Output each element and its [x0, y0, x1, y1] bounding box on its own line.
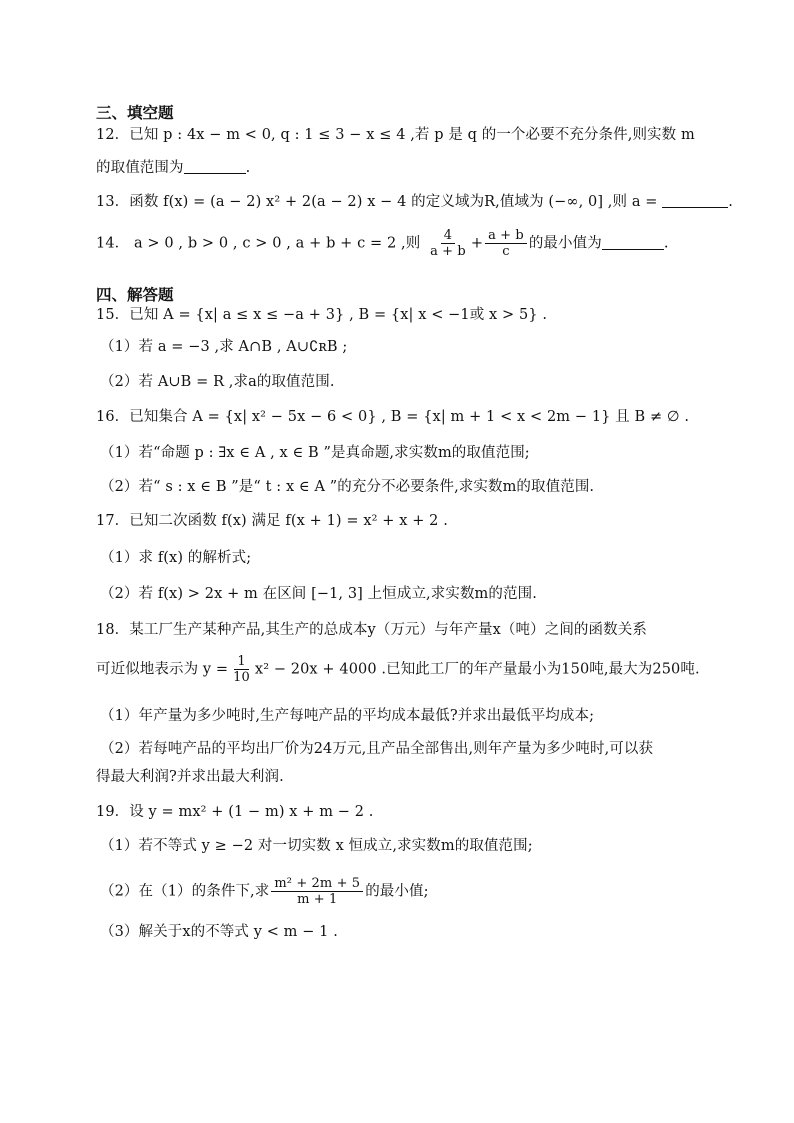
- answer-blank: [602, 235, 664, 250]
- q18-line2-post: x² − 20x + 4000 .已知此工厂的年产量最小为150吨,最大为250吨.: [254, 661, 700, 678]
- q15-part2: （2）若 A∪B = R ,求a的取值范围.: [100, 374, 335, 390]
- q16-text: 16．已知集合 A = {x| x² − 5x − 6 < 0} , B = {x| m + 1 < x < 2m − 1} 且 B ≠ ∅ .: [96, 409, 690, 425]
- q18-part1: （1）年产量为多少吨时,生产每吨产品的平均成本最低?并求出最低平均成本;: [100, 708, 595, 724]
- q14: [96, 228, 669, 259]
- fraction: [230, 654, 253, 685]
- period: .: [728, 194, 733, 210]
- fraction: [271, 876, 363, 907]
- q18-line2: [96, 654, 700, 685]
- q16-part1: （1）若“命题 p : ∃x ∈ A , x ∈ B ”是真命题,求实数m的取值范围;: [100, 445, 530, 461]
- numerator: 4: [441, 228, 455, 244]
- q18-line2-pre: 可近似地表示为 y =: [96, 661, 229, 678]
- q18-line1: 18．某工厂生产某种产品,其生产的总成本y（万元）与年产量x（吨）之间的函数关系: [96, 622, 647, 638]
- answer-blank: [184, 159, 246, 174]
- q14-post: 的最小值为: [528, 235, 602, 252]
- denominator: c: [502, 244, 510, 259]
- q17-part1: （1）求 f(x) 的解析式;: [100, 550, 252, 566]
- q13-text: 13．函数 f(x) = (a − 2) x² + 2(a − 2) x − 4 的定义域为R,值域为 (−∞, 0] ,则 a =: [96, 194, 658, 210]
- numerator: 1: [234, 654, 248, 670]
- q19-part2-pre: （2）在（1）的条件下,求: [100, 883, 270, 900]
- q19-part2-post: 的最小值;: [365, 883, 429, 900]
- q15-text: 15．已知 A = {x| a ≤ x ≤ −a + 3} , B = {x| x < −1或 x > 5} .: [96, 307, 548, 323]
- section-title-fill-blank: 三、填空题: [96, 104, 174, 122]
- q15-part1: （1）若 a = −3 ,求 A∩B , A∪∁ʀB ;: [100, 339, 348, 355]
- q19-part2: [100, 876, 429, 907]
- q18-part2-line1: （2）若每吨产品的平均出厂价为24万元,且产品全部售出,则年产量为多少吨时,可以获: [100, 741, 654, 757]
- denominator: 10: [233, 670, 250, 685]
- q16-part2: （2）若“ s : x ∈ B ”是“ t : x ∈ A ”的充分不必要条件,求实数m的取值范围.: [100, 479, 595, 495]
- numerator: a + b: [485, 228, 527, 244]
- fraction: [485, 228, 527, 259]
- q12-line2-text: 的取值范围为: [96, 160, 184, 176]
- numerator: m² + 2m + 5: [271, 876, 363, 892]
- denominator: m + 1: [297, 892, 338, 907]
- period: .: [663, 235, 669, 252]
- fraction: [427, 228, 469, 259]
- q14-pre: 14． a > 0 , b > 0 , c > 0 , a + b + c = 2 ,则: [96, 235, 421, 252]
- q13: [96, 192, 733, 212]
- q12-line2: [96, 158, 250, 178]
- q19-part3: （3）解关于x的不等式 y < m − 1 .: [100, 924, 338, 940]
- q17-part2: （2）若 f(x) > 2x + m 在区间 [−1, 3] 上恒成立,求实数m的范围.: [100, 586, 537, 602]
- q19-text: 19．设 y = mx² + (1 − m) x + m − 2 .: [96, 804, 374, 820]
- q17-text: 17．已知二次函数 f(x) 满足 f(x + 1) = x² + x + 2 .: [96, 513, 448, 529]
- q19-part1: （1）若不等式 y ≥ −2 对一切实数 x 恒成立,求实数m的取值范围;: [100, 838, 533, 854]
- answer-blank: [662, 193, 728, 208]
- denominator: a + b: [430, 244, 466, 259]
- section-title-solve: 四、解答题: [96, 286, 174, 304]
- q12-line1: 12．已知 p : 4x − m < 0, q : 1 ≤ 3 − x ≤ 4 ,若 p 是 q 的一个必要不充分条件,则实数 m: [96, 127, 695, 143]
- q18-part2-line2: 得最大利润?并求出最大利润.: [96, 769, 284, 785]
- plus-sign: +: [470, 235, 484, 252]
- period: .: [245, 160, 251, 176]
